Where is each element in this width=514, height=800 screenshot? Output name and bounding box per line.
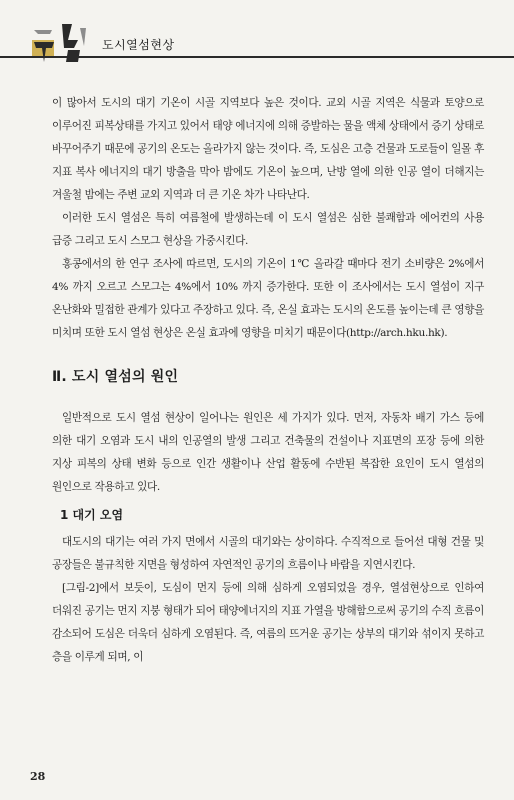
paragraph-intro-1: 이 많아서 도시의 대기 기온이 시골 지역보다 높은 것이다. 교외 시골 지역은 식물과 토양으로 이루어진 피복상태를 가지고 있어서 태양 에너지에 의해 증발하는 물을 액체 상태에서 증기 상태로 바꾸어주기 때문에 공기의 온도는 올라가지 않는 것이다. 즉, 도심은 고층 건물과 도로들이 일몰 후 지표 복사 에너지의 대기 방출을 막아 밤에도 기온이 높으며, 난방 열에 의한 인공 열이 더해지는 겨울철 밤에는 주변 교외 지역과 더 큰 기온 차가 나타난다. — [52, 97, 484, 201]
paragraph-section: 일반적으로 도시 열섬 현상이 일어나는 원인은 세 가지가 있다. 먼저, 자동차 배기 가스 등에 의한 대기 오염과 도시 내의 인공열의 발생 그리고 건축물의 건설이나 지표면의 포장 등에 의한 지상 피복의 상태 변화 등으로 인간 생활이나 산업 활동에 수반된 복잡한 요인이 도시 열섬의 원인으로 작용하고 있다. — [52, 412, 484, 493]
page-header — [0, 0, 514, 82]
header-divider — [0, 56, 514, 58]
page-number: 28 — [30, 770, 46, 783]
paragraph-intro-2: 이러한 도시 열섬은 특히 여름철에 발생하는데 이 도시 열섬은 심한 불쾌함과 에어컨의 사용 급증 그리고 도시 스모그 현상을 가중시킨다. — [52, 212, 484, 247]
sub-heading: 1 대기 오염 — [60, 508, 124, 522]
section-heading: Ⅱ. 도시 열섬의 원인 — [52, 369, 179, 385]
paragraph-sub-1: 대도시의 대기는 여러 가지 면에서 시골의 대기와는 상이하다. 수직적으로 들어선 대형 건물 및 공장들은 불규칙한 지면을 형성하여 자연적인 공기의 흐름이나 바람을 지연시킨다. — [52, 536, 484, 571]
page-content — [52, 92, 484, 669]
running-header-title: 도시열섬현상 — [102, 38, 175, 52]
chapter-logo-icon — [28, 18, 92, 68]
paragraph-intro-3: 홍콩에서의 한 연구 조사에 따르면, 도시의 기온이 1℃ 올라갈 때마다 전기 소비량은 2%에서 4% 까지 오르고 스모그는 4%에서 10% 까지 증가한다. 또한 이 조사에서는 도시 열섬이 지구 온난화와 밀접한 관계가 있다고 주장하고 있다. 즉, 온실 효과는 도시의 온도를 높이는데 큰 영향을 미치며 또한 도시 열섬 현상은 온실 효과에 영향을 미치기 때문이다(http://arch.hku.hk). — [52, 258, 484, 339]
paragraph-sub-2: [그림-2]에서 보듯이, 도심이 먼지 등에 의해 심하게 오염되었을 경우, 열섬현상으로 인하여 더워진 공기는 먼지 지붕 형태가 되어 태양에너지의 지표 가열을 방해함으로써 공기의 수직 흐름이 감소되어 도심은 더욱더 심하게 오염된다. 즉, 여름의 뜨거운 공기는 상부의 대기와 섞이지 못하고 층을 이루게 되며, 이 — [52, 582, 484, 663]
